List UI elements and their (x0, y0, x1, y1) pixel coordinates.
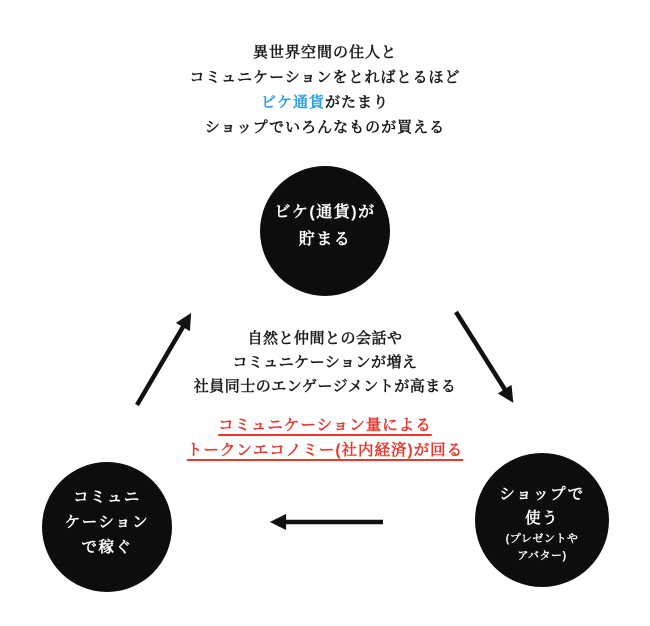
intro-line-2: コミュニケーションをとればとるほど (189, 69, 461, 86)
highlight-line-1: コミュニケーション量による (218, 417, 432, 434)
node-earn-line-3: で稼ぐ (81, 538, 133, 556)
cycle-effect-text (0, 327, 650, 399)
node-currency-line-2: 貯まる (298, 231, 352, 248)
intro-text (0, 40, 650, 140)
node-earn-by-communication (42, 462, 172, 592)
node-earn-line-1: コミュニ (73, 488, 141, 506)
node-currency-accumulates (260, 166, 390, 296)
currency-name-highlight: ビケ通貨 (260, 94, 325, 111)
node-spend-at-shop (475, 453, 609, 587)
node-spend-sub-2: アバター) (517, 550, 567, 562)
cycle-effect-line-2: コミュニケーションが増え (232, 354, 418, 371)
node-earn-line-2: ケーション (64, 513, 150, 531)
intro-line-4: ショップでいろんなものが買える (204, 119, 446, 136)
cycle-effect-line-3: 社員同士のエンゲージメントが高まる (193, 378, 457, 395)
intro-line-1: 異世界空間の住人と (252, 44, 397, 61)
node-currency-line-1: ビケ(通貨)が (274, 204, 376, 221)
intro-line-3 (0, 90, 650, 115)
node-spend-line-2: 使う (524, 509, 559, 527)
highlight-line-2: トークンエコノミー(社内経済)が回る (186, 442, 464, 459)
intro-line-3-rest: がたまり (325, 94, 390, 111)
node-spend-line-1: ショップで (499, 485, 585, 503)
node-spend-sub-1: (プレゼントや (505, 532, 579, 545)
cycle-effect-line-1: 自然と仲間との会話や (247, 330, 403, 347)
